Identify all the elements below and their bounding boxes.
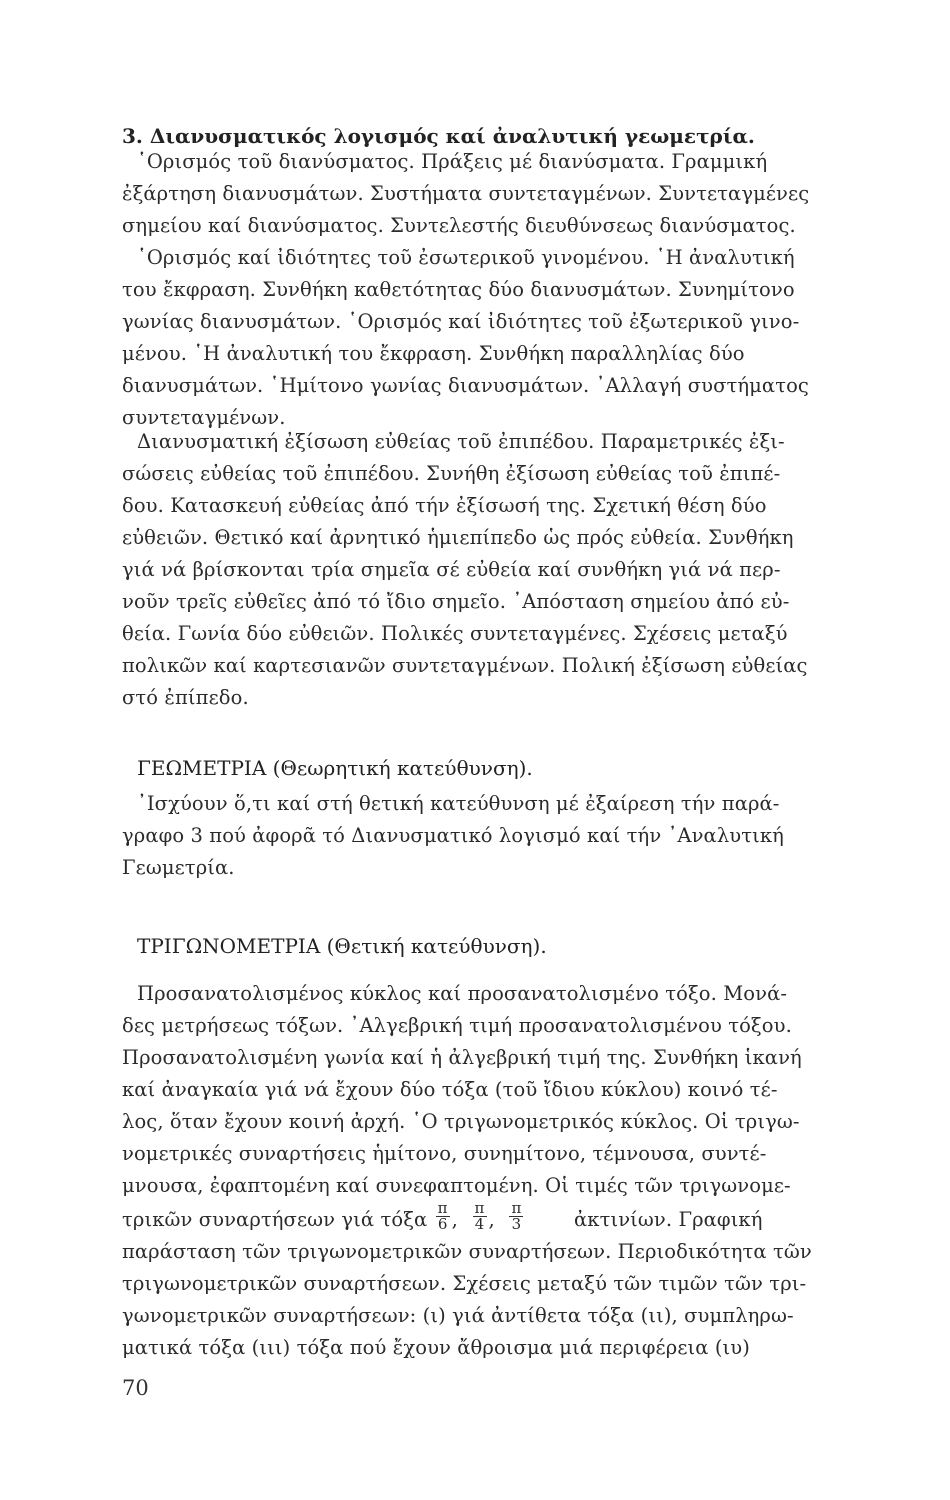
fraction-line-end: ἀκτινίων. Γραφική — [574, 1208, 763, 1231]
text-line: παράσταση τῶν τριγωνομετρικῶν συναρτήσεων. Περιοδικότητα τῶν — [122, 1240, 812, 1263]
text-line: του ἔκφραση. Συνθήκη καθετότητας δύο διανυσμάτων. Συνημίτονο — [122, 278, 795, 301]
fraction-denominator: 3 — [511, 1215, 522, 1233]
text-line: γωνομετρικῶν συναρτήσεων: (ι) γιά ἀντίθετα τόξα (ιι), συμπληρω- — [122, 1304, 794, 1327]
fraction-denominator: 4 — [474, 1215, 485, 1233]
fraction-numerator: π — [511, 1199, 522, 1217]
text-line: ᾿Ισχύουν ὅ,τι καί στή θετική κατεύθυνση μέ ἐξαίρεση τήν παρά- — [137, 792, 780, 815]
text-line: θεία. Γωνία δύο εὐθειῶν. Πολικές συντεταγμένες. Σχέσεις μεταξύ — [122, 622, 788, 645]
trigonometry-heading: ΤΡΙΓΩΝΟΜΕΤΡΙΑ (Θετική κατεύθυνση). — [137, 934, 547, 958]
text-line: καί ἀναγκαία γιά νά ἔχουν δύο τόξα (τοῦ ἴδιου κύκλου) κοινό τέ- — [122, 1078, 778, 1101]
fraction-pi-over-6 — [436, 1201, 450, 1232]
text-line: τριγωνομετρικῶν συναρτήσεων. Σχέσεις μεταξύ τῶν τιμῶν τῶν τρι- — [122, 1272, 807, 1295]
text-line: ῾Ορισμός τοῦ διανύσματος. Πράξεις μέ διανύσματα. Γραμμική — [137, 150, 768, 173]
text-line: Γεωμετρία. — [122, 856, 235, 879]
page-number: 70 — [122, 1376, 149, 1400]
text-line: πολικῶν καί καρτεσιανῶν συντεταγμένων. Πολική ἐξίσωση εὐθείας — [122, 654, 808, 677]
fraction-numerator: π — [437, 1199, 448, 1217]
text-line: Προσανατολισμένη γωνία καί ἡ ἀλγεβρική τιμή της. Συνθήκη ἱκανή — [122, 1046, 802, 1069]
fraction-pi-over-4 — [473, 1201, 487, 1232]
text-line: Προσανατολισμένος κύκλος καί προσανατολισμένο τόξο. Μονά- — [137, 982, 788, 1005]
text-line: εὐθειῶν. Θετικό καί ἀρνητικό ἡμιεπίπεδο ὡς πρός εὐθεία. Συνθήκη — [122, 526, 794, 549]
fraction-numerator: π — [474, 1199, 485, 1217]
text-line: γιά νά βρίσκονται τρία σημεῖα σέ εὐθεία καί συνθήκη γιά νά περ- — [122, 558, 781, 581]
text-line: συντεταγμένων. — [122, 406, 286, 429]
text-line: γωνίας διανυσμάτων. ῾Ορισμός καί ἰδιότητες τοῦ ἐξωτερικοῦ γινο- — [122, 310, 800, 333]
text-line: σώσεις εὐθείας τοῦ ἐπιπέδου. Συνήθη ἐξίσωση εὐθείας τοῦ ἐπιπέ- — [122, 462, 781, 485]
text-line: δες μετρήσεως τόξων. ᾿Αλγεβρική τιμή προσανατολισμένου τόξου. — [122, 1014, 792, 1037]
fraction-line: τρικῶν συναρτήσεων γιά τόξα $\frac{\pi}{6}$ , $\frac{\pi}{4}$ , $\frac{\pi}{3}$ ἀκτινίων. Γραφική — [122, 1199, 763, 1233]
text-line: μνουσα, ἐφαπτομένη καί συνεφαπτομένη. Οἱ τιμές τῶν τριγωνομε- — [122, 1174, 791, 1197]
text-line: ματικά τόξα (ιιι) τόξα πού ἔχουν ἄθροισμα μιά περιφέρεια (ιυ) — [122, 1336, 750, 1359]
text-line: μένου. ῾Η ἀναλυτική του ἔκφραση. Συνθήκη παραλληλίας δύο — [122, 342, 745, 365]
text-line: νοῦν τρεῖς εὐθεῖες ἀπό τό ἴδιο σημεῖο. ᾿Απόσταση σημείου ἀπό εὐ- — [122, 590, 790, 613]
fraction-denominator: 6 — [437, 1215, 448, 1233]
text-line: γραφο 3 πού ἀφορᾶ τό Διανυσματικό λογισμό καί τήν ᾿Αναλυτική — [122, 824, 784, 847]
section-title: 3. Διανυσματικός λογισμός καί ἀναλυτική γεωμετρία. — [122, 124, 755, 148]
text-line: διανυσμάτων. ῾Ημίτονο γωνίας διανυσμάτων. ᾿Αλλαγή συστήματος — [122, 374, 809, 397]
text-line: ἐξάρτηση διανυσμάτων. Συστήματα συντεταγμένων. Συντεταγμένες — [122, 182, 810, 205]
text-line: ῾Ορισμός καί ἰδιότητες τοῦ ἐσωτερικοῦ γινομένου. ῾Η ἀναλυτική — [137, 246, 795, 269]
fraction-pi-over-3 — [509, 1201, 523, 1232]
text-line: Διανυσματική ἐξίσωση εὐθείας τοῦ ἐπιπέδου. Παραμετρικές ἐξι- — [137, 430, 785, 453]
text-line: σημείου καί διανύσματος. Συντελεστής διευθύνσεως διανύσματος. — [122, 214, 796, 237]
geometry-heading: ΓΕΩΜΕΤΡΙΑ (Θεωρητική κατεύθυνση). — [137, 756, 533, 780]
fraction-line-start: τρικῶν συναρτήσεων γιά τόξα — [122, 1208, 428, 1231]
text-line: δου. Κατασκευή εὐθείας ἀπό τήν ἐξίσωσή της. Σχετική θέση δύο — [122, 494, 767, 517]
text-line: νομετρικές συναρτήσεις ἡμίτονο, συνημίτονο, τέμνουσα, συντέ- — [122, 1142, 767, 1165]
text-line: λος, ὅταν ἔχουν κοινή ἀρχή. ῾Ο τριγωνομετρικός κύκλος. Οἱ τριγω- — [122, 1110, 800, 1133]
text-line: στό ἐπίπεδο. — [122, 686, 249, 709]
